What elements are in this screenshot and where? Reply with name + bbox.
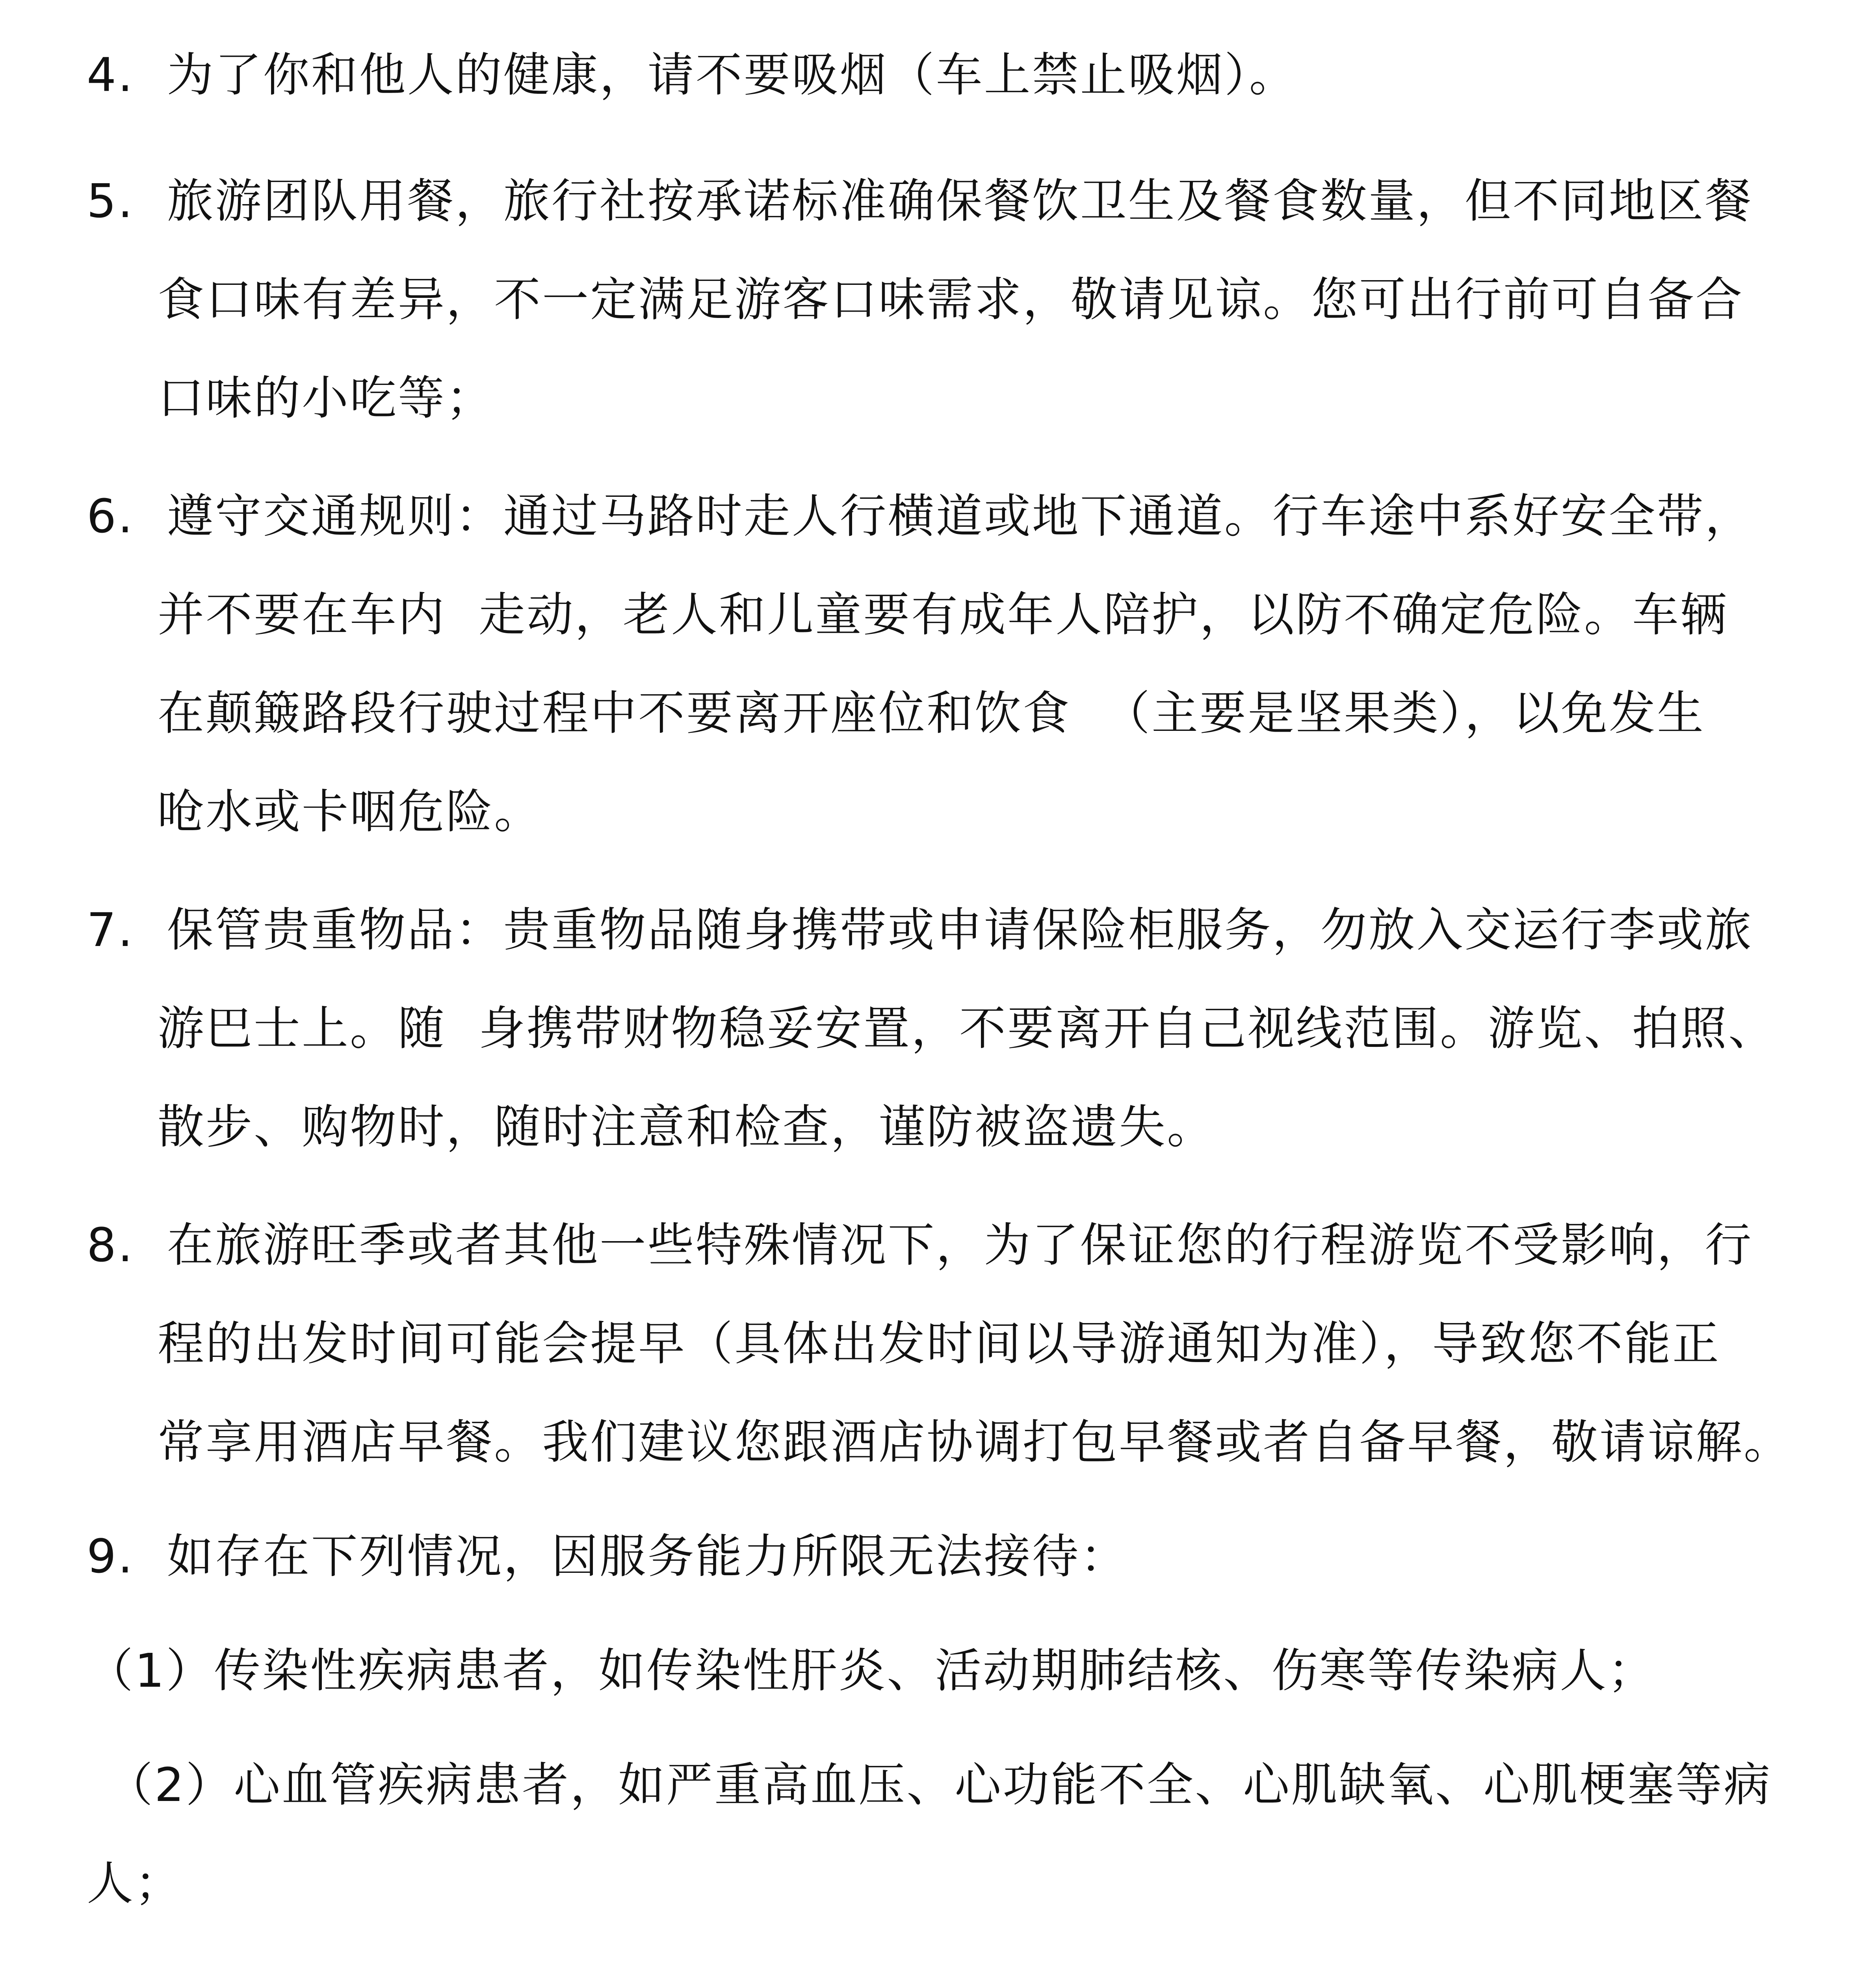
item-8-line-1: 8. 在旅游旺季或者其他一些特殊情况下，为了保证您的行程游览不受影响，行 bbox=[87, 1218, 1753, 1272]
item-8-line-3: 常享用酒店早餐。我们建议您跟酒店协调打包早餐或者自备早餐，敬请谅解。 bbox=[158, 1415, 1792, 1469]
item-9-2-line-1: （2）心血管疾病患者，如严重高血压、心功能不全、心肌缺氧、心肌梗塞等病 bbox=[106, 1758, 1772, 1812]
item-7-line-3: 散步、购物时，随时注意和检查，谨防被盗遗失。 bbox=[158, 1100, 1215, 1154]
item-5-line-1: 5. 旅游团队用餐，旅行社按承诺标准确保餐饮卫生及餐食数量，但不同地区餐 bbox=[87, 174, 1753, 228]
item-5-line-3: 口味的小吃等； bbox=[158, 371, 494, 425]
item-9-line-1: 9. 如存在下列情况，因服务能力所限无法接待： bbox=[87, 1529, 1128, 1583]
item-6-line-1: 6. 遵守交通规则：通过马路时走人行横道或地下通道。行车途中系好安全带， bbox=[87, 489, 1753, 543]
item-6-line-4: 呛水或卡咽危险。 bbox=[158, 784, 542, 839]
item-6-line-3: 在颠簸路段行驶过程中不要离开座位和饮食 （主要是坚果类），以免发生 bbox=[158, 686, 1705, 740]
item-7-line-1: 7. 保管贵重物品：贵重物品随身携带或申请保险柜服务，勿放入交运行李或旅 bbox=[87, 903, 1753, 957]
item-8-line-2: 程的出发时间可能会提早（具体出发时间以导游通知为准），导致您不能正 bbox=[158, 1316, 1721, 1371]
item-4-line-1: 4. 为了你和他人的健康，请不要吸烟（车上禁止吸烟）。 bbox=[87, 48, 1297, 102]
item-5-line-2: 食口味有差异，不一定满足游客口味需求，敬请见谅。您可出行前可自备合 bbox=[158, 272, 1744, 327]
item-9-2-line-2: 人； bbox=[87, 1856, 183, 1911]
item-7-line-2: 游巴士上。随 身携带财物稳妥安置，不要离开自己视线范围。游览、拍照、 bbox=[158, 1001, 1777, 1056]
item-9-1-line-1: （1）传染性疾病患者，如传染性肝炎、活动期肺结核、伤寒等传染病人； bbox=[87, 1643, 1656, 1698]
item-6-line-2: 并不要在车内 走动，老人和儿童要有成年人陪护，以防不确定危险。车辆 bbox=[158, 587, 1729, 642]
